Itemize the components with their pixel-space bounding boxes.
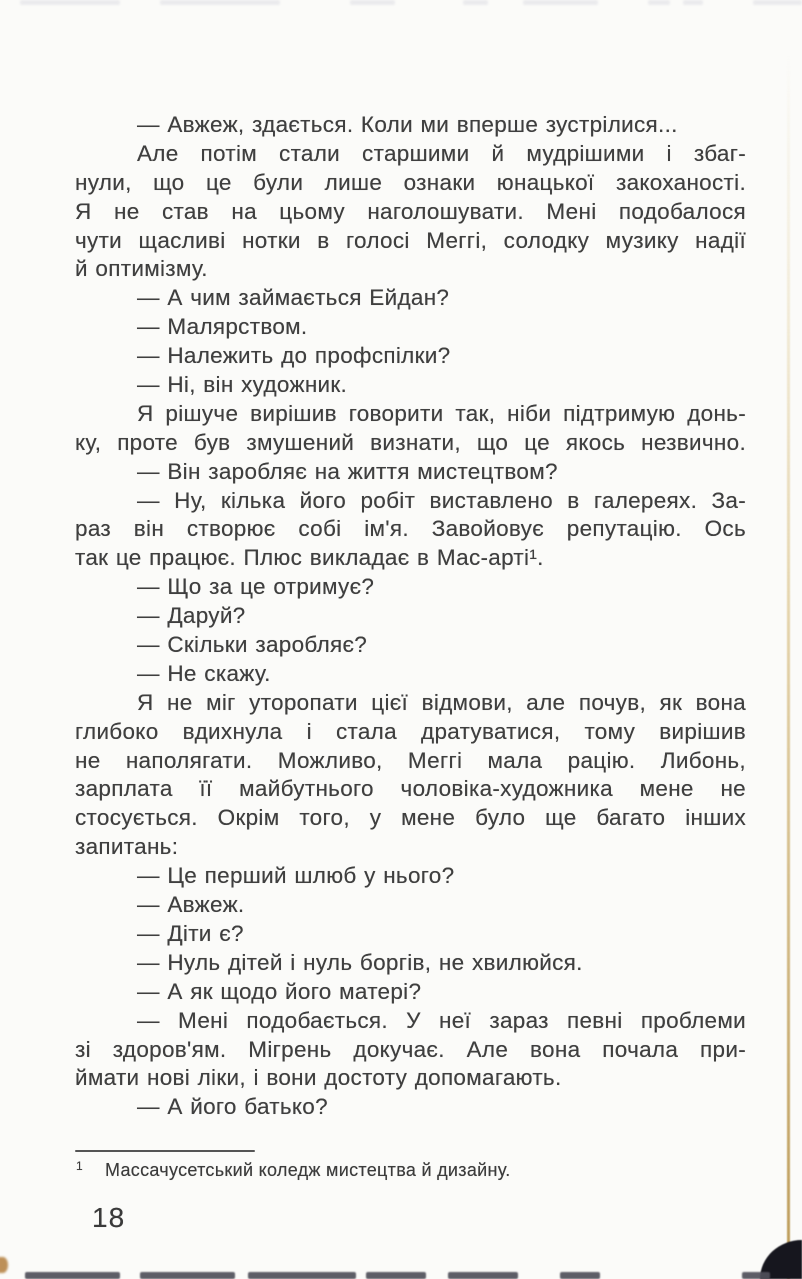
text-line: Я рішуче вирішив говорити так, ніби підтримую донь- xyxy=(137,400,746,426)
text-line: ймати нові ліки, і вони достоту допомагають. xyxy=(75,1065,562,1091)
scan-edge-dash xyxy=(753,0,802,5)
paragraph xyxy=(75,487,746,574)
text-line: раз він створює собі ім'я. Завойовує репутацію. Ось xyxy=(75,516,746,542)
scan-edge-dash xyxy=(448,1272,518,1279)
text-line: Я не міг уторопати цієї відмови, але почув, як вона xyxy=(137,689,746,715)
scan-edge-dash xyxy=(648,0,670,5)
paragraph xyxy=(75,284,746,313)
page-number: 18 xyxy=(92,1202,126,1233)
text-line: Але потім стали старшими й мудрішими і збаг- xyxy=(137,140,746,166)
text-line: — Мені подобається. У неї зараз певні проблеми xyxy=(137,1007,746,1033)
paragraph xyxy=(75,573,746,602)
footnote-rule xyxy=(75,1150,255,1152)
scan-edge-dash xyxy=(463,0,488,5)
text-line: — Авжеж, здається. Коли ми вперше зустрілися... xyxy=(137,112,678,137)
text-line: — Даруй? xyxy=(137,603,246,629)
paragraph xyxy=(75,1007,746,1094)
text-line: — Малярством. xyxy=(137,314,308,340)
text-line: — Ні, він художник. xyxy=(137,372,348,398)
paragraph xyxy=(75,660,746,689)
text-line: — Скільки заробляє? xyxy=(137,632,368,658)
text-block xyxy=(75,111,746,1122)
text-line: — Ну, кілька його робіт виставлено в галереях. За- xyxy=(137,487,746,513)
paragraph xyxy=(75,458,746,487)
scan-edge-dash xyxy=(350,0,395,5)
text-line: — Діти є? xyxy=(137,920,244,946)
text-line: й оптимізму. xyxy=(75,256,208,282)
text-line: чути щасливі нотки в голосі Меггі, солодку музику надії xyxy=(75,227,746,253)
text-line: — Що за це отримує? xyxy=(137,574,375,600)
footnote-text: Массачусетський коледж мистецтва й дизайну. xyxy=(104,1160,511,1180)
text-line: — Він заробляє на життя мистецтвом? xyxy=(137,458,558,484)
paragraph xyxy=(75,602,746,631)
paragraph xyxy=(75,400,746,458)
paragraph xyxy=(75,891,746,920)
scan-edge-dash xyxy=(160,0,280,5)
paragraph xyxy=(75,1093,746,1122)
text-line: ку, проте був змушений визнати, що це якось незвично. xyxy=(75,429,746,455)
text-line: не наполягати. Можливо, Меггі мала рацію. Либонь, xyxy=(75,747,746,773)
scan-edge-dash xyxy=(140,1272,235,1279)
footnote-marker: 1 xyxy=(76,1159,83,1173)
scan-edge-dash xyxy=(523,0,598,5)
scan-edge-dash xyxy=(20,0,120,5)
paragraph xyxy=(75,689,746,862)
text-line: — А як щодо його матері? xyxy=(137,978,422,1004)
text-line: — Це перший шлюб у нього? xyxy=(137,863,455,889)
text-line: — Належить до профспілки? xyxy=(137,343,451,369)
scan-edge-dash xyxy=(25,1272,120,1279)
text-line: нули, що це були лише ознаки юнацької закоханості. xyxy=(75,169,746,195)
text-line: зарплата її майбутнього чоловіка-художника мене не xyxy=(75,776,746,802)
text-line: глибоко вдихнула і стала дратуватися, тому вирішив xyxy=(75,718,746,744)
paragraph xyxy=(75,371,746,400)
paragraph xyxy=(75,920,746,949)
paragraph xyxy=(75,949,746,978)
text-line: Я не став на цьому наголошувати. Мені подобалося xyxy=(75,198,746,224)
scan-edge-dash xyxy=(742,1272,770,1279)
text-line: — Нуль дітей і нуль боргів, не хвилюйся. xyxy=(137,949,583,975)
paragraph xyxy=(75,111,746,140)
text-line: так це працює. Плюс викладає в Мас-арті¹. xyxy=(75,545,544,571)
scan-edge-dash xyxy=(366,1272,426,1279)
page-edge-shadow-line xyxy=(787,55,790,1279)
scan-edge-dash xyxy=(560,1272,600,1279)
paragraph xyxy=(75,631,746,660)
paragraph xyxy=(75,862,746,891)
paragraph xyxy=(75,342,746,371)
text-line: — Не скажу. xyxy=(137,660,271,686)
text-line: зі здоров'ям. Мігрень докучає. Але вона почала при- xyxy=(75,1036,746,1062)
text-line: стосується. Окрім того, у мене було ще багато інших xyxy=(75,805,746,831)
text-line: — А його батько? xyxy=(137,1094,328,1120)
footnote xyxy=(76,1160,736,1181)
paragraph xyxy=(75,140,746,284)
text-line: — А чим займається Ейдан? xyxy=(137,285,450,311)
scan-edge-dash xyxy=(683,0,703,5)
paragraph xyxy=(75,978,746,1007)
text-line: запитань: xyxy=(75,834,179,860)
paragraph xyxy=(75,313,746,342)
text-line: — Авжеж. xyxy=(137,892,245,918)
scan-left-blob xyxy=(0,1257,8,1273)
scan-edge-dash xyxy=(248,1272,356,1279)
